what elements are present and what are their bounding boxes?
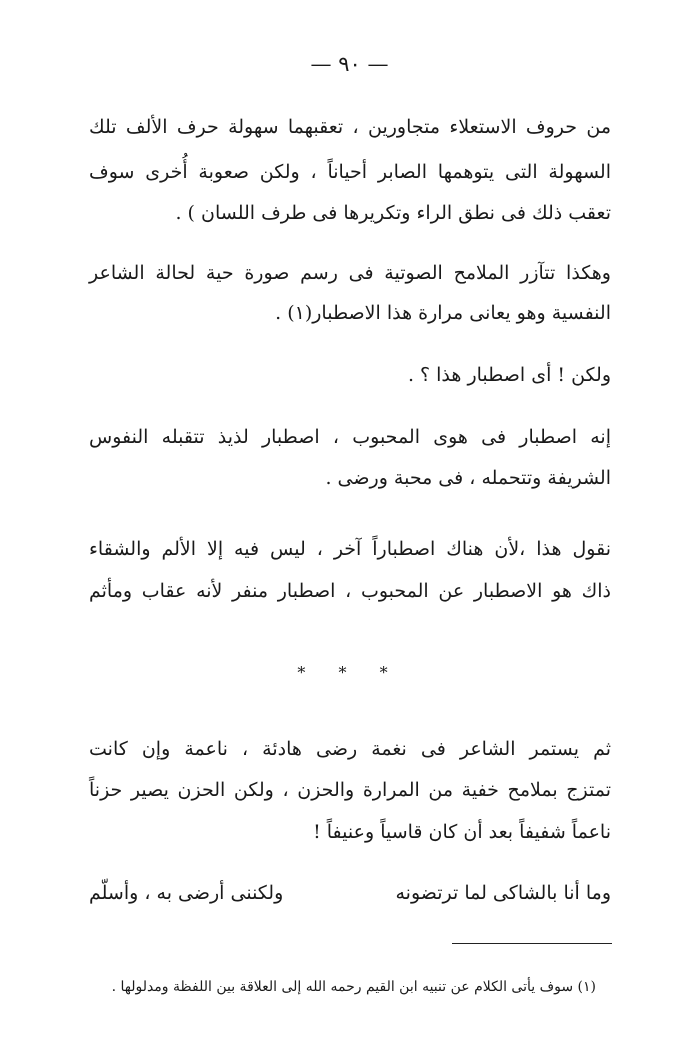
verse-second-hemistich: ولكننى أرضى به ، وأسلّم [89, 882, 284, 904]
paragraph-6-line-1: ثم يستمر الشاعر فى نغمة رضى هادئة ، ناعمة وإن كانت [89, 738, 611, 760]
paragraph-6-line-2: تمتزج بملامح خفية من المرارة والحزن ، ولكن الحزن يصير حزناً [89, 779, 611, 801]
paragraph-4-line-1: إنه اصطبار فى هوى المحبوب ، اصطبار لذيذ تتقبله النفوس [89, 426, 611, 448]
paragraph-5-line-2: ذاك هو الاصطبار عن المحبوب ، اصطبار منفر لأنه عقاب ومأثم [89, 580, 611, 602]
paragraph-4-line-2: الشريفة وتتحمله ، فى محبة ورضى . [325, 467, 611, 489]
footnote-divider [452, 943, 612, 944]
paragraph-3-line-1: ولكن ! أى اصطبار هذا ؟ . [407, 364, 611, 386]
paragraph-2-line-2: النفسية وهو يعانى مرارة هذا الاصطبار(١) . [275, 302, 611, 324]
paragraph-2-line-1: وهكذا تتآزر الملامح الصوتية فى رسم صورة حية لحالة الشاعر [89, 262, 611, 284]
paragraph-1-line-1: من حروف الاستعلاء متجاورين ، تعقبهما سهولة حرف الألف تلك [89, 116, 611, 138]
verse-first-hemistich: وما أنا بالشاكى لما ترتضونه [395, 882, 611, 904]
page-number: — ٩٠ — [310, 52, 389, 76]
paragraph-1-line-2: السهولة التى يتوهمها الصابر أحياناً ، ولكن صعوبة أُخرى سوف [89, 161, 611, 183]
paragraph-5-line-1: نقول هذا ،لأن هناك اصطباراً آخر ، ليس فيه إلا الألم والشقاء [89, 538, 611, 560]
paragraph-6-line-3: ناعماً شفيفاً بعد أن كان قاسياً وعنيفاً ! [313, 821, 611, 843]
paragraph-1-line-3: تعقب ذلك فى نطق الراء وتكريرها فى طرف اللسان ) . [175, 202, 611, 224]
footnote: (١) سوف يأتى الكلام عن تنبيه ابن القيم رحمه الله إلى العلاقة بين اللفظة ومدلولها . [111, 979, 596, 995]
poetry-verse [89, 879, 611, 907]
section-separator: * * * [297, 663, 402, 682]
